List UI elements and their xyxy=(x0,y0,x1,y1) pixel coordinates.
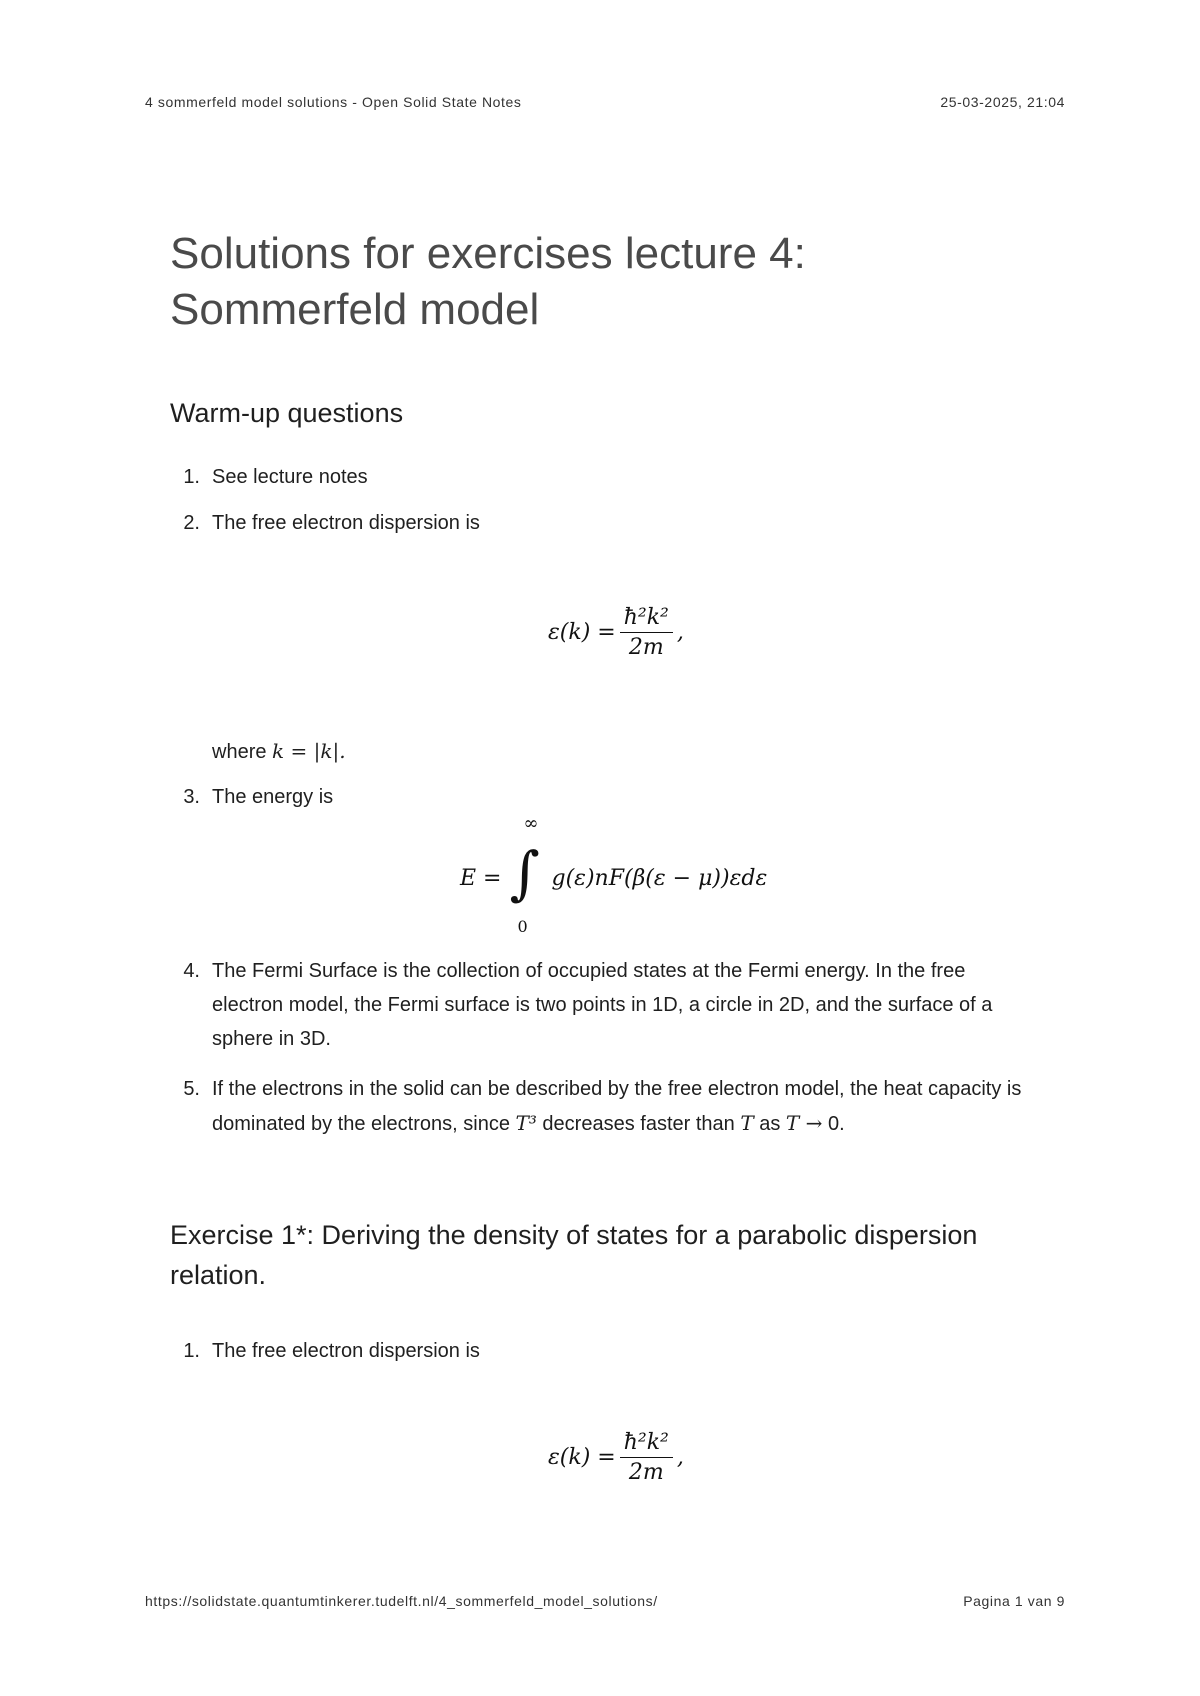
list-number: 4. xyxy=(183,960,200,982)
header-timestamp: 25-03-2025, 21:04 xyxy=(940,94,1065,110)
equation-lhs: ε(k) = xyxy=(548,1445,616,1470)
list-text: The free electron dispersion is xyxy=(212,512,480,534)
list-continuation xyxy=(170,734,1030,769)
equation-trail: , xyxy=(676,620,684,645)
item5-text-b: decreases faster than xyxy=(536,1113,741,1135)
fraction-numerator: ħ²k² xyxy=(620,1430,673,1458)
fraction-numerator: ħ²k² xyxy=(620,605,673,633)
list-text: The energy is xyxy=(212,786,334,808)
equation-fraction xyxy=(620,605,673,660)
integral-lower-limit: 0 xyxy=(517,917,528,936)
integral-glyph: ∫ xyxy=(509,839,540,907)
equation-trail: , xyxy=(676,1445,684,1470)
list-item xyxy=(170,460,1030,494)
footer-page-number: Pagina 1 van 9 xyxy=(963,1593,1065,1609)
list-number: 5. xyxy=(183,1078,200,1100)
list-item xyxy=(170,780,1030,814)
footer-url: https://solidstate.quantumtinkerer.tudelft.nl/4_sommerfeld_model_solutions/ xyxy=(145,1593,658,1609)
fraction-denominator: 2m xyxy=(628,635,664,660)
item5-text-d: 0. xyxy=(822,1113,845,1135)
list-text: The free electron dispersion is xyxy=(212,1340,480,1362)
item5-math-a: T³ xyxy=(515,1111,537,1135)
item5-text-c: as xyxy=(753,1113,786,1135)
integral-upper-limit: ∞ xyxy=(523,813,539,834)
list-item xyxy=(170,1072,1030,1141)
where-math: k = |k|. xyxy=(272,739,346,763)
integrand: g(ε)nF(β(ε − μ))εdε xyxy=(551,865,768,891)
list-text: The Fermi Surface is the collection of occupied states at the Fermi energy. In the free electron model, the Fermi surface is two points in 1D, a circle in 2D, and the surface of a sphere in 3D. xyxy=(212,960,993,1050)
list-text xyxy=(212,1072,1030,1141)
list-number: 2. xyxy=(183,512,200,534)
equation-lhs: ε(k) = xyxy=(548,620,616,645)
equation-fraction xyxy=(620,1430,673,1485)
list-number: 1. xyxy=(183,1340,200,1362)
warmup-heading: Warm-up questions xyxy=(170,398,404,428)
equation-lhs: E = xyxy=(460,865,502,891)
header-document-title: 4 sommerfeld model solutions - Open Solid State Notes xyxy=(145,94,522,110)
where-text: where xyxy=(212,741,273,763)
item5-math-b: T xyxy=(740,1111,754,1135)
print-footer xyxy=(145,1593,1065,1609)
list-item xyxy=(170,1334,1030,1368)
list-text: See lecture notes xyxy=(212,466,368,488)
dispersion-equation xyxy=(548,605,684,660)
list-item xyxy=(170,506,1030,540)
fraction-denominator: 2m xyxy=(628,1460,664,1485)
print-header xyxy=(145,94,1065,110)
energy-equation xyxy=(460,813,768,936)
item5-math-c: T → xyxy=(785,1111,823,1135)
dispersion-equation-ex1 xyxy=(548,1430,684,1485)
list-number: 1. xyxy=(183,466,200,488)
page-title: Solutions for exercises lecture 4: Sommerfeld model xyxy=(170,229,806,334)
list-item xyxy=(170,954,1030,1056)
exercise1-heading: Exercise 1*: Deriving the density of states for a parabolic dispersion relation. xyxy=(170,1220,978,1290)
integral-sign xyxy=(502,813,546,936)
list-number: 3. xyxy=(183,786,200,808)
item5-text-a: If the electrons in the solid can be described by the free electron model, the heat capacity is dominated by the electrons, since xyxy=(212,1078,1022,1135)
